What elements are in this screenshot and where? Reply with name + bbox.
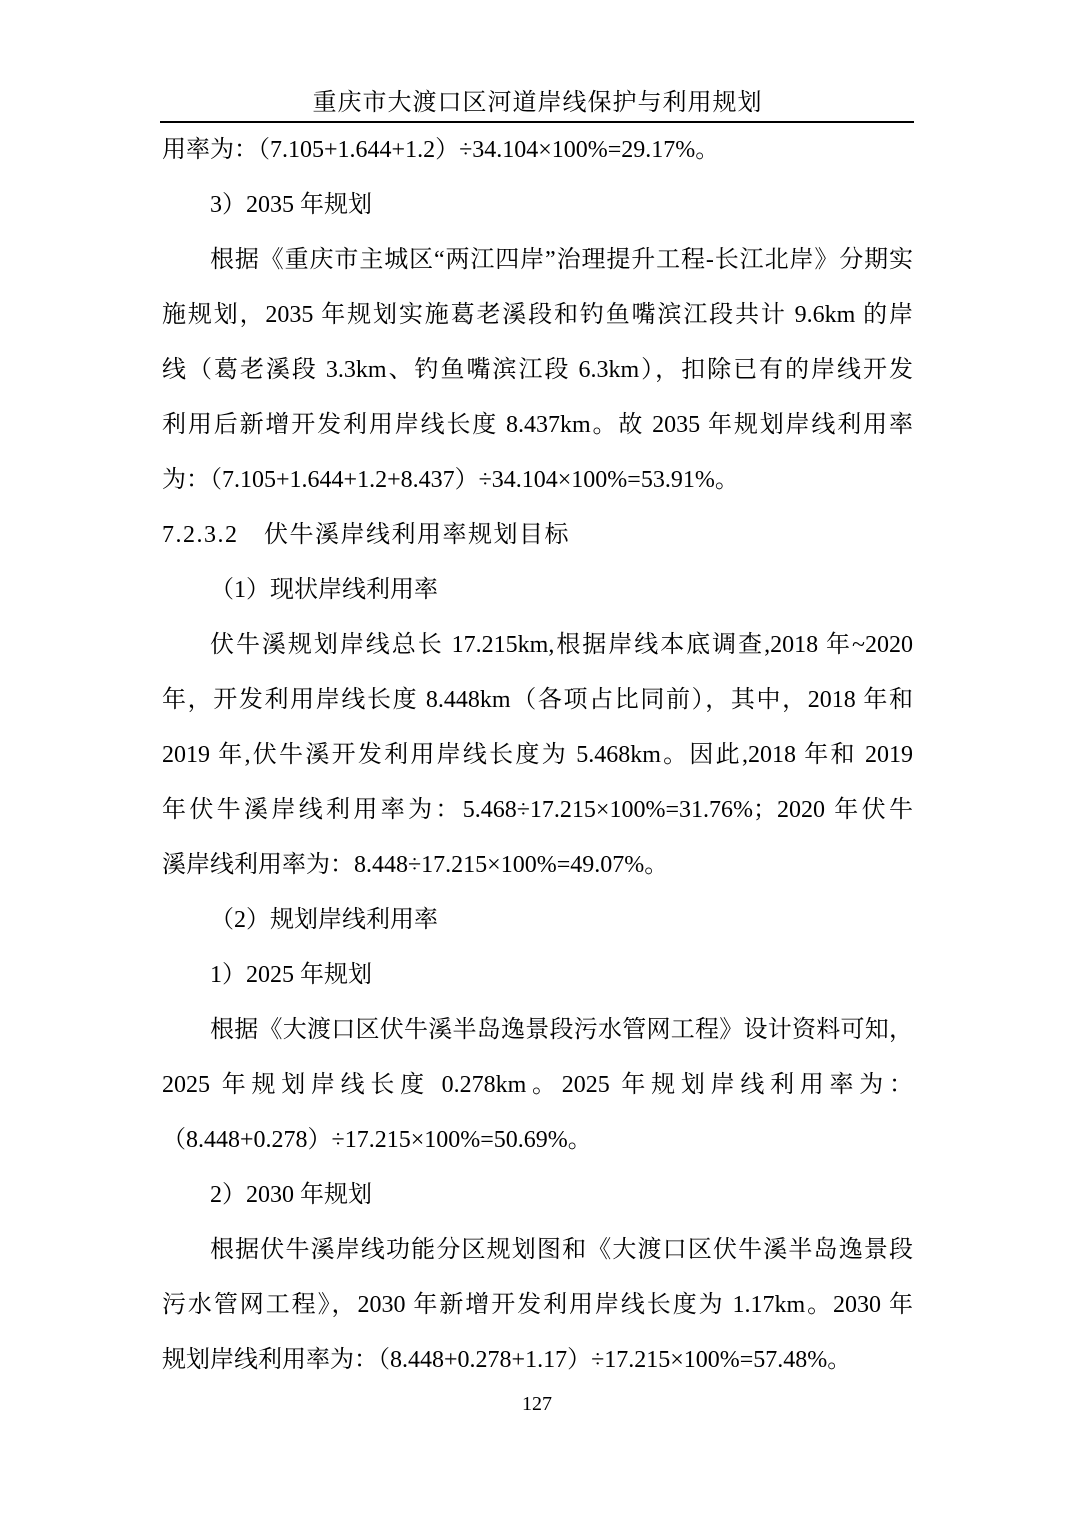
body-line: 年伏牛溪岸线利用率为：5.468÷17.215×100%=31.76%；2020 年伏牛 bbox=[162, 797, 913, 823]
body-line: 施规划，2035 年规划实施葛老溪段和钓鱼嘴滨江段共计 9.6km 的岸 bbox=[162, 302, 913, 328]
body-line: （8.448+0.278）÷17.215×100%=50.69%。 bbox=[162, 1127, 592, 1153]
body-line: 年，开发利用岸线长度 8.448km（各项占比同前），其中，2018 年和 bbox=[162, 687, 913, 713]
body-line: 伏牛溪规划岸线总长 17.215km,根据岸线本底调查,2018 年~2020 bbox=[210, 632, 913, 658]
body-line: 规划岸线利用率为：（8.448+0.278+1.17）÷17.215×100%=57.48%。 bbox=[162, 1347, 852, 1373]
body-line: 线（葛老溪段 3.3km、钓鱼嘴滨江段 6.3km），扣除已有的岸线开发 bbox=[162, 357, 913, 383]
body-line: 用率为：（7.105+1.644+1.2）÷34.104×100%=29.17%。 bbox=[162, 137, 720, 163]
body-line: 根据《重庆市主城区“两江四岸”治理提升工程-长江北岸》分期实 bbox=[210, 247, 913, 273]
section-heading: 7.2.3.2 伏牛溪岸线利用率规划目标 bbox=[162, 522, 570, 548]
body-line: （1）现状岸线利用率 bbox=[210, 577, 438, 603]
body-line: 2019 年,伏牛溪开发利用岸线长度为 5.468km。因此,2018 年和 2019 bbox=[162, 742, 913, 768]
body-line: 利用后新增开发利用岸线长度 8.437km。故 2035 年规划岸线利用率 bbox=[162, 412, 913, 438]
header-title: 重庆市大渡口区河道岸线保护与利用规划 bbox=[312, 90, 763, 116]
body-line: 污水管网工程》，2030 年新增开发利用岸线长度为 1.17km。2030 年 bbox=[162, 1292, 913, 1318]
body-line: 1）2025 年规划 bbox=[210, 962, 372, 988]
body-line: （2）规划岸线利用率 bbox=[210, 907, 438, 933]
body-line: 2025 年规划岸线长度 0.278km。2025 年规划岸线利用率为： bbox=[162, 1072, 913, 1098]
body-line: 根据伏牛溪岸线功能分区规划图和《大渡口区伏牛溪半岛逸景段 bbox=[210, 1237, 913, 1263]
body-line: 为：（7.105+1.644+1.2+8.437）÷34.104×100%=53.91%。 bbox=[162, 467, 739, 493]
body-line: 根据《大渡口区伏牛溪半岛逸景段污水管网工程》设计资料可知， bbox=[210, 1017, 913, 1043]
body-line: 2）2030 年规划 bbox=[210, 1182, 372, 1208]
body-line: 溪岸线利用率为：8.448÷17.215×100%=49.07%。 bbox=[162, 852, 669, 878]
page-number: 127 bbox=[522, 1393, 552, 1415]
document-body bbox=[162, 123, 913, 1388]
body-line: 3）2035 年规划 bbox=[210, 192, 372, 218]
